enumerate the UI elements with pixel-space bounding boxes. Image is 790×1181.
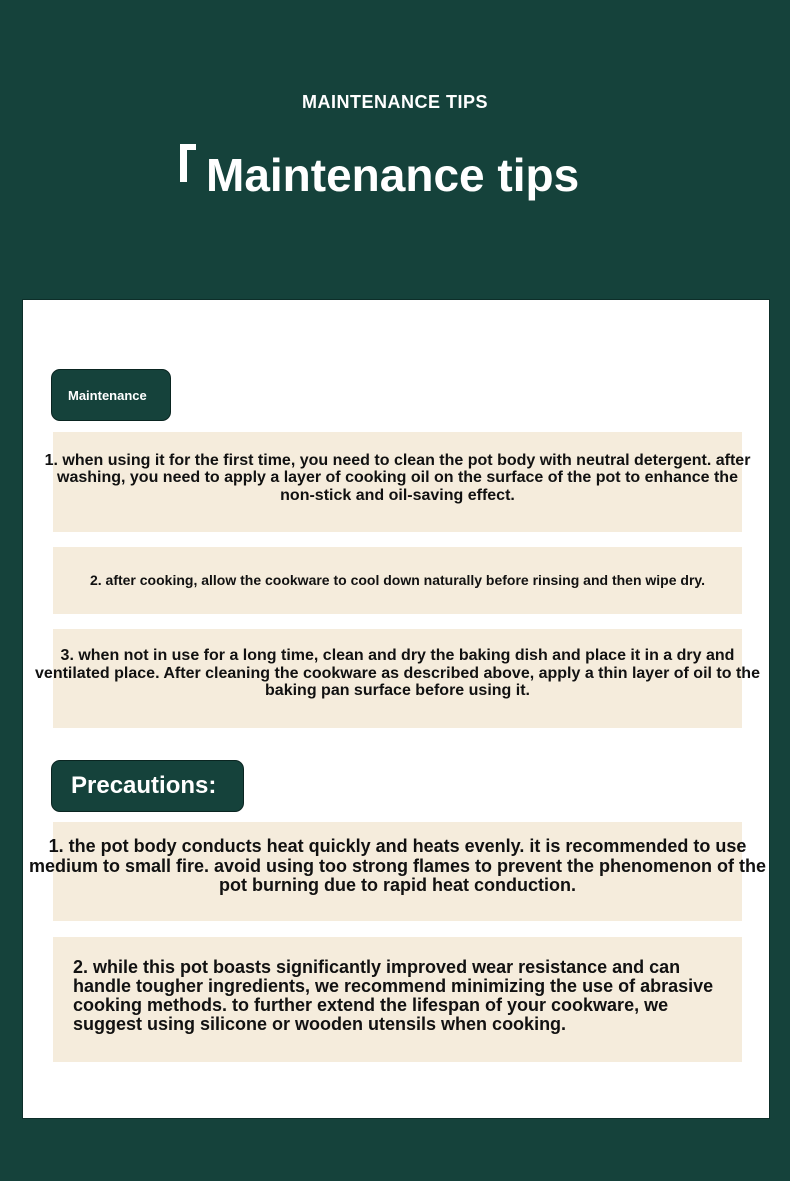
page-title: Maintenance tips	[206, 149, 580, 201]
precaution-tip-text: 1. the pot body conducts heat quickly and heats evenly. it is recommended to use medium to small fire. avoid using too strong flames to prevent the phenomenon of the pot burning due to rapid heat conduction.	[28, 836, 767, 896]
maintenance-tip-text: 2. after cooking, allow the cookware to cool down naturally before rinsing and then wipe dry.	[89, 571, 706, 588]
maintenance-tip-text: 1. when using it for the first time, you need to clean the pot body with neutral detergent. after washing, you need to apply a layer of cooking oil on the surface of the pot to enhance the non-stick and oil-saving effect.	[44, 451, 751, 504]
maintenance-tip	[53, 547, 742, 614]
precautions-label: Precautions:	[51, 760, 244, 812]
precaution-tip-text: 2. while this pot boasts significantly improved wear resistance and can handle tougher ingredients, we recommend minimizing the use of abrasive cooking methods. to further extend the lifespan of your cookware, we suggest using silicone or wooden utensils when cooking.	[73, 956, 714, 1034]
maintenance-label: Maintenance	[51, 369, 171, 421]
corner-bracket-icon	[180, 144, 196, 182]
title-block	[180, 140, 610, 210]
maintenance-tip-text: 3. when not in use for a long time, clean and dry the baking dish and place it in a dry and ventilated place. After cleaning the cookware as described above, apply a thin layer of oil to the baking pan surface before using it.	[35, 647, 760, 700]
header-eyebrow: MAINTENANCE TIPS	[301, 92, 488, 112]
maintenance-tip	[35, 629, 760, 728]
maintenance-tip	[44, 432, 751, 532]
content-card	[22, 299, 770, 1119]
precaution-tip	[53, 937, 742, 1062]
precaution-tip	[28, 822, 767, 921]
